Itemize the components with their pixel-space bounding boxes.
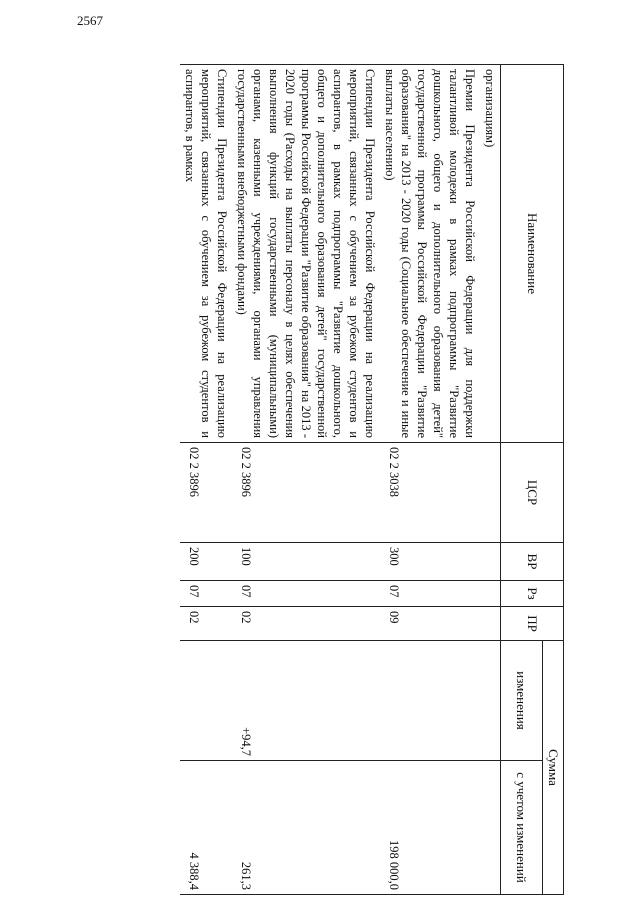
page-number: 2567 <box>77 13 103 28</box>
row-changes <box>180 641 232 761</box>
row-rz: 07 <box>180 581 232 607</box>
header-sum: Сумма <box>543 641 564 895</box>
row-rz: 07 <box>380 581 480 607</box>
row-pr <box>480 607 501 641</box>
row-changes <box>380 641 480 761</box>
row-csr: 02 2 3038 <box>380 443 480 543</box>
table-row <box>232 65 380 895</box>
row-csr: 02 2 3896 <box>232 443 380 543</box>
row-total: 198 000,0 <box>380 761 480 895</box>
header-vr: ВР <box>501 543 564 581</box>
table-row <box>380 65 480 895</box>
row-csr <box>480 443 501 543</box>
row-name: Стипендии Президента Российской Федерации на реализацию мероприятий, связанных с обучением за рубежом студентов и аспирантов, в рамках <box>180 65 232 443</box>
row-name: Премии Президента Российской Федерации для поддержки талантливой молодежи в рамках подпрограммы "Развитие дошкольного, общего и дополнительного образования детей" государственной программы Российской Федерации "Развитие образования" на 2013 - 2020 годы (Социальное обеспечение и иные выплаты населению) <box>380 65 480 443</box>
row-name: Стипендии Президента Российской Федерации на реализацию мероприятий, связанных с обучением за рубежом студентов и аспирантов, в рамках подпрограммы "Развитие дошкольного, общего и дополнительного образования детей" государственной программы Российской Федерации "Развитие образования" на 2013 - 2020 годы (Расходы на выплаты персоналу в целях обеспечения выполнения функций государственными (муниципальными) органами, казенными учреждениями, органами управления государственными внебюджетными фондами) <box>232 65 380 443</box>
header-csr: ЦСР <box>501 443 564 543</box>
row-pr: 02 <box>180 607 232 641</box>
row-pr: 02 <box>232 607 380 641</box>
row-vr: 300 <box>380 543 480 581</box>
row-vr <box>480 543 501 581</box>
row-vr: 100 <box>232 543 380 581</box>
header-changes: изменения <box>501 641 543 761</box>
row-name: организациям) <box>480 65 501 443</box>
header-rz: Рз <box>501 581 564 607</box>
table-row <box>180 65 232 895</box>
table-row <box>480 65 501 895</box>
row-changes <box>480 641 501 761</box>
row-total: 4 388,4 <box>180 761 232 895</box>
header-name: Наименование <box>501 65 564 443</box>
header-with-changes: с учетом изменений <box>501 761 543 895</box>
row-total <box>480 761 501 895</box>
row-csr: 02 2 3896 <box>180 443 232 543</box>
header-row-1 <box>543 65 564 895</box>
header-pr: ПР <box>501 607 564 641</box>
row-total: 261,3 <box>232 761 380 895</box>
row-rz <box>480 581 501 607</box>
row-changes: +94,7 <box>232 641 380 761</box>
row-rz: 07 <box>232 581 380 607</box>
budget-table <box>180 64 564 895</box>
row-pr: 09 <box>380 607 480 641</box>
row-vr: 200 <box>180 543 232 581</box>
